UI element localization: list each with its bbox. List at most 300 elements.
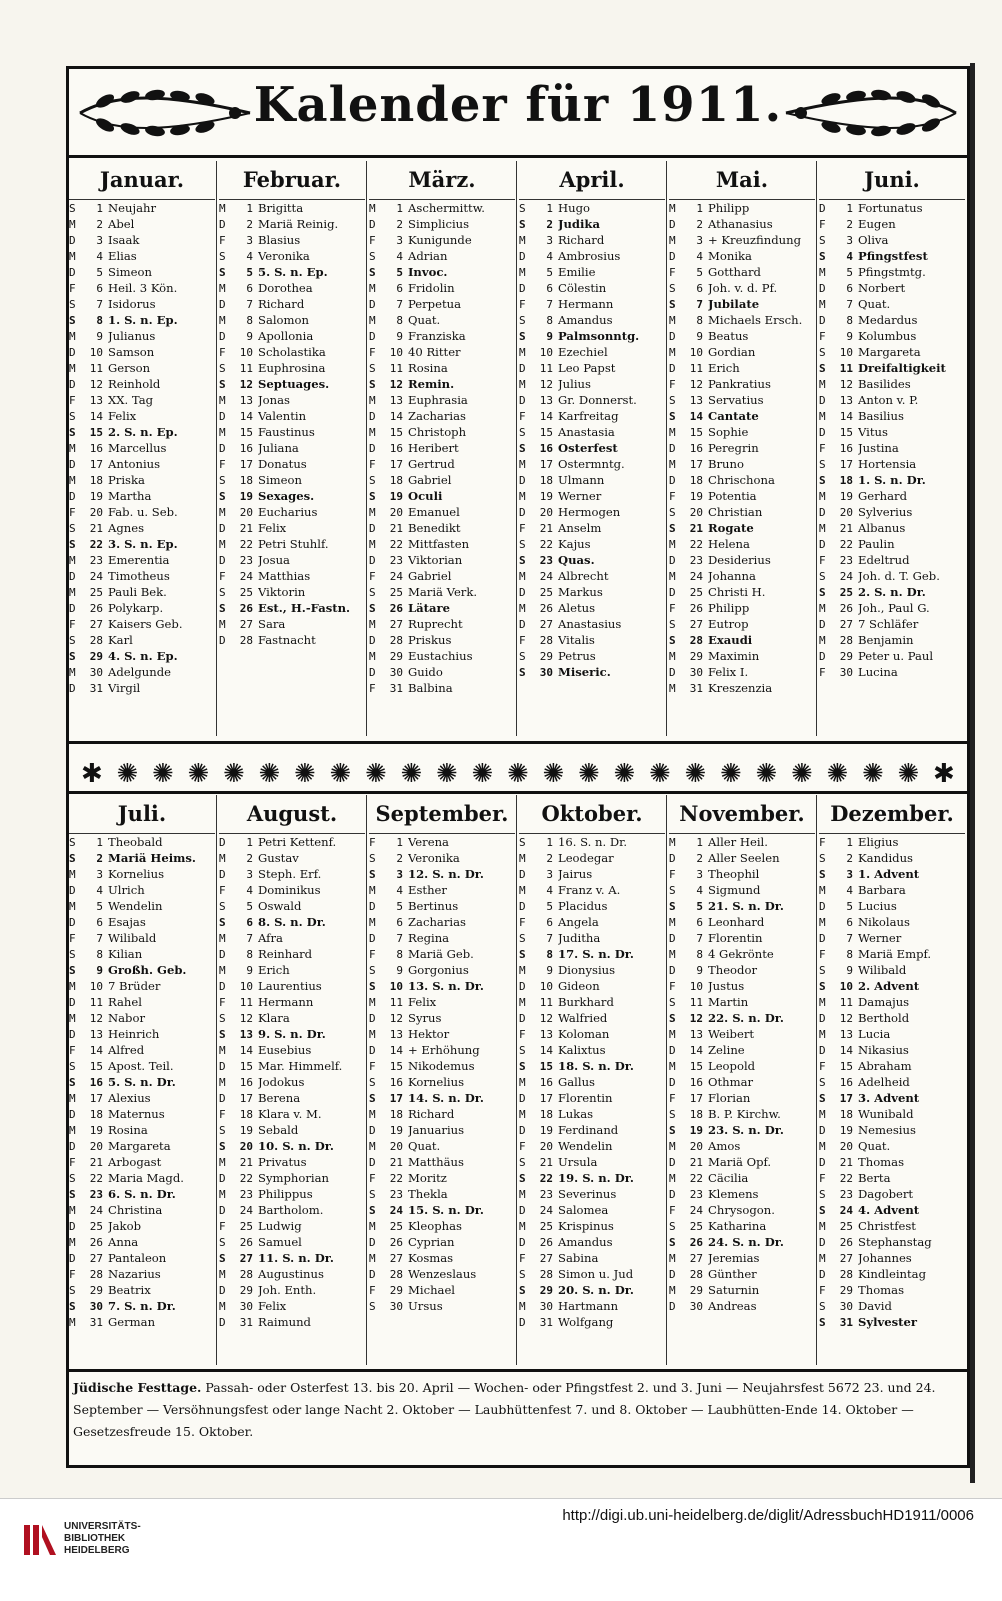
day-number: 6 (96, 281, 103, 295)
saint-name: Kalixtus (558, 1043, 606, 1057)
saint-name: Michaels Ersch. (708, 313, 803, 327)
day-number: 27 (689, 1251, 703, 1265)
day-row (669, 504, 815, 520)
weekday: D (219, 521, 226, 535)
day-number: 21 (89, 521, 103, 535)
day-row (69, 632, 215, 648)
day-row (819, 232, 965, 248)
saint-name: Pantaleon (108, 1251, 167, 1265)
day-row (669, 360, 815, 376)
day-number: 17 (689, 457, 703, 471)
saint-name: Weibert (708, 1027, 755, 1041)
weekday: S (819, 851, 826, 865)
saint-name: 17. S. n. Dr. (558, 947, 634, 961)
day-number: 15 (539, 1059, 553, 1073)
weekday: M (69, 585, 76, 599)
day-number: 28 (839, 1267, 853, 1281)
saint-name: 7 Schläfer (858, 617, 919, 631)
day-row (669, 392, 815, 408)
day-number: 9 (696, 963, 703, 977)
day-row (69, 584, 215, 600)
saint-name: Alfred (108, 1043, 145, 1057)
saint-name: Franziska (408, 329, 466, 343)
weekday: F (519, 915, 526, 929)
day-row (219, 946, 365, 962)
day-number: 27 (539, 1251, 553, 1265)
weekday: S (69, 963, 76, 977)
saint-name: Bartholom. (258, 1203, 324, 1217)
saint-name: Balbina (408, 681, 453, 695)
month-heading: August. (219, 795, 365, 834)
weekday: S (519, 201, 526, 215)
day-number: 13 (239, 393, 253, 407)
day-row (819, 1042, 965, 1058)
day-row (669, 1154, 815, 1170)
saint-name: 23. S. n. Dr. (708, 1123, 784, 1137)
day-row (519, 296, 665, 312)
day-number: 27 (539, 617, 553, 631)
saint-name: Rosina (408, 361, 448, 375)
saint-name: Augustinus (258, 1267, 324, 1281)
weekday: S (369, 473, 376, 487)
weekday: S (519, 1059, 526, 1073)
day-number: 18 (89, 473, 103, 487)
saint-name: Albrecht (558, 569, 609, 583)
day-row (669, 882, 815, 898)
day-row (369, 568, 515, 584)
day-row (369, 1298, 515, 1314)
day-row (69, 376, 215, 392)
day-number: 5 (696, 899, 703, 913)
saint-name: Jairus (558, 867, 593, 881)
day-number: 30 (389, 1299, 403, 1313)
day-number: 30 (89, 665, 103, 679)
day-row (69, 978, 215, 994)
day-row (69, 680, 215, 696)
weekday: S (69, 1075, 76, 1089)
weekday: D (69, 883, 76, 897)
saint-name: Kosmas (408, 1251, 454, 1265)
saint-name: Isaak (108, 233, 140, 247)
day-row (669, 312, 815, 328)
weekday: F (819, 665, 826, 679)
saint-name: 3. Advent (858, 1091, 920, 1105)
saint-name: Ruprecht (408, 617, 463, 631)
day-number: 30 (239, 1299, 253, 1313)
day-number: 3 (846, 233, 853, 247)
weekday: D (219, 633, 226, 647)
weekday: M (519, 265, 526, 279)
day-row (219, 1282, 365, 1298)
weekday: D (819, 201, 826, 215)
weekday: S (819, 1203, 826, 1217)
saint-name: Justina (858, 441, 899, 455)
day-number: 18 (239, 473, 253, 487)
saint-name: Monika (708, 249, 752, 263)
saint-name: Kilian (108, 947, 143, 961)
saint-name: Lukas (558, 1107, 594, 1121)
weekday: S (69, 947, 76, 961)
saint-name: Erich (258, 963, 290, 977)
saint-name: Sophie (708, 425, 749, 439)
saint-name: Albanus (858, 521, 906, 535)
day-number: 3 (546, 233, 553, 247)
saint-name: 6. S. n. Dr. (108, 1187, 176, 1201)
day-row (69, 1138, 215, 1154)
day-number: 26 (539, 601, 553, 615)
saint-name: Ostermntg. (558, 457, 625, 471)
day-number: 26 (839, 1235, 853, 1249)
day-number: 4 (396, 249, 403, 263)
weekday: D (819, 537, 826, 551)
saint-name: 40 Ritter (408, 345, 461, 359)
weekday: D (819, 1267, 826, 1281)
day-row (369, 552, 515, 568)
day-number: 22 (389, 1171, 403, 1185)
saint-name: 18. S. n. Dr. (558, 1059, 634, 1073)
weekday: S (219, 1139, 226, 1153)
weekday: D (669, 473, 676, 487)
day-row (519, 552, 665, 568)
day-row (369, 312, 515, 328)
day-number: 5 (246, 899, 253, 913)
day-number: 28 (389, 1267, 403, 1281)
saint-name: Priska (108, 473, 145, 487)
weekday: M (369, 201, 376, 215)
weekday: D (669, 851, 676, 865)
day-number: 7 (696, 297, 703, 311)
column-divider (366, 161, 367, 736)
weekday: M (219, 851, 226, 865)
weekday: S (519, 665, 526, 679)
month-heading: September. (369, 795, 515, 834)
day-number: 31 (89, 1315, 103, 1329)
saint-name: Felix I. (708, 665, 749, 679)
middle-rule-bottom (69, 791, 967, 794)
day-row (819, 1170, 965, 1186)
saint-name: Werner (858, 931, 902, 945)
saint-name: B. P. Kirchw. (708, 1107, 781, 1121)
saint-name: Joh. Enth. (258, 1283, 317, 1297)
day-number: 9 (396, 963, 403, 977)
weekday: D (219, 1315, 226, 1329)
day-row (819, 1266, 965, 1282)
weekday: D (369, 1043, 376, 1057)
day-row (819, 632, 965, 648)
saint-name: 20. S. n. Dr. (558, 1283, 634, 1297)
weekday: F (219, 569, 226, 583)
day-number: 24 (539, 1203, 553, 1217)
saint-name: Adrian (408, 249, 448, 263)
saint-name: Remin. (408, 377, 455, 391)
day-row (819, 1218, 965, 1234)
day-number: 3 (696, 233, 703, 247)
saint-name: Fortunatus (858, 201, 923, 215)
day-number: 16 (89, 1075, 103, 1089)
day-row (819, 248, 965, 264)
saint-name: Petri Stuhlf. (258, 537, 329, 551)
column-divider (516, 795, 517, 1365)
day-number: 8 (246, 313, 253, 327)
day-row (219, 536, 365, 552)
flower-ornament-icon: ✺ (862, 759, 884, 789)
weekday: S (669, 505, 676, 519)
day-number: 14 (89, 1043, 103, 1057)
day-number: 19 (689, 489, 703, 503)
day-number: 3 (696, 867, 703, 881)
weekday: F (219, 457, 226, 471)
flower-ornament-icon: ✺ (684, 759, 707, 789)
saint-name: Jubilate (708, 297, 760, 311)
day-number: 25 (689, 1219, 703, 1233)
month-heading: Februar. (219, 161, 365, 200)
day-row (519, 216, 665, 232)
saint-name: 15. S. n. Dr. (408, 1203, 484, 1217)
day-row (69, 648, 215, 664)
day-number: 1 (546, 835, 553, 849)
jewish-holidays-text: Passah- oder Osterfest 13. bis 20. April — Wochen- oder Pfingstfest 2. und 3. Juni — Neujahrsfest 5672 23. und 24. September — Versöhnungsfest oder lange Nacht 2. Oktober — Laubhüttenfest 7. und 8. Oktober — Laubhütten-Ende 14. Oktober — Gesetzesfreude 15. Oktober. (73, 1380, 936, 1439)
day-number: 5 (96, 265, 103, 279)
day-row (669, 898, 815, 914)
day-number: 4 (846, 883, 853, 897)
weekday: M (819, 297, 826, 311)
saint-name: Vitalis (558, 633, 595, 647)
day-row (69, 1122, 215, 1138)
saint-name: Sexages. (258, 489, 315, 503)
day-number: 18 (689, 473, 703, 487)
day-number: 27 (239, 1251, 253, 1265)
month-column (669, 795, 815, 1314)
day-row (219, 962, 365, 978)
weekday: S (819, 233, 826, 247)
weekday: D (519, 249, 526, 263)
day-number: 7 (96, 297, 103, 311)
weekday: D (819, 1123, 826, 1137)
day-number: 14 (89, 409, 103, 423)
saint-name: Mariä Empf. (858, 947, 932, 961)
saint-name: Gordian (708, 345, 756, 359)
saint-name: Potentia (708, 489, 757, 503)
weekday: M (219, 201, 226, 215)
day-row (819, 216, 965, 232)
saint-name: Sylverius (858, 505, 913, 519)
day-number: 20 (89, 505, 103, 519)
weekday: D (219, 1283, 226, 1297)
saint-name: Chrysogon. (708, 1203, 775, 1217)
saint-name: Marcellus (108, 441, 167, 455)
saint-name: Felix (258, 1299, 287, 1313)
day-row (519, 424, 665, 440)
saint-name: Theobald (108, 835, 163, 849)
day-row (519, 584, 665, 600)
weekday: D (519, 899, 526, 913)
day-row (69, 882, 215, 898)
weekday: M (369, 883, 376, 897)
saint-name: Florentin (558, 1091, 613, 1105)
month-column (369, 161, 515, 696)
day-row (369, 584, 515, 600)
day-row (669, 1170, 815, 1186)
weekday: D (219, 1171, 226, 1185)
day-row (369, 1058, 515, 1074)
weekday: D (669, 441, 676, 455)
saint-name: Juditha (558, 931, 601, 945)
middle-rule-top (69, 741, 967, 744)
day-number: 9 (546, 963, 553, 977)
day-number: 11 (239, 995, 253, 1009)
saint-name: Peregrin (708, 441, 759, 455)
saint-name: Simplicius (408, 217, 470, 231)
weekday: D (669, 1075, 676, 1089)
day-row (669, 978, 815, 994)
saint-name: Lätare (408, 601, 451, 615)
day-row (819, 1074, 965, 1090)
day-row (369, 914, 515, 930)
weekday: D (519, 1315, 526, 1329)
saint-name: Arbogast (108, 1155, 162, 1169)
day-row (369, 850, 515, 866)
weekday: D (69, 1139, 76, 1153)
saint-name: Emilie (558, 265, 596, 279)
weekday: D (69, 457, 76, 471)
weekday: D (69, 489, 76, 503)
weekday: F (369, 233, 376, 247)
day-number: 25 (839, 1219, 853, 1233)
month-column (519, 161, 665, 680)
day-number: 4 (246, 249, 253, 263)
weekday: S (819, 457, 826, 471)
day-number: 14 (389, 409, 403, 423)
weekday: S (519, 537, 526, 551)
day-number: 7 (96, 931, 103, 945)
day-row (69, 264, 215, 280)
day-row (69, 456, 215, 472)
day-number: 27 (689, 617, 703, 631)
column-divider (516, 161, 517, 736)
saint-name: Priskus (408, 633, 452, 647)
saint-name: Mariä Reinig. (258, 217, 339, 231)
saint-name: Richard (258, 297, 305, 311)
month-column (219, 161, 365, 648)
saint-name: Großh. Geb. (108, 963, 187, 977)
day-row (219, 264, 365, 280)
day-number: 7 (396, 297, 403, 311)
saint-name: Guido (408, 665, 443, 679)
weekday: M (69, 1011, 76, 1025)
day-number: 13 (689, 1027, 703, 1041)
saint-name: Wolfgang (558, 1315, 614, 1329)
day-row (819, 568, 965, 584)
day-number: 15 (389, 1059, 403, 1073)
saint-name: Eusebius (258, 1043, 312, 1057)
day-number: 25 (389, 1219, 403, 1233)
saint-name: Rogate (708, 521, 754, 535)
weekday: M (819, 409, 826, 423)
day-number: 10 (539, 979, 553, 993)
weekday: S (819, 569, 826, 583)
day-number: 16 (839, 441, 853, 455)
day-row (819, 504, 965, 520)
weekday: S (369, 361, 376, 375)
saint-name: Januarius (408, 1123, 465, 1137)
day-row (69, 472, 215, 488)
day-number: 2 (846, 217, 853, 231)
day-row (819, 328, 965, 344)
day-number: 18 (839, 1107, 853, 1121)
day-number: 3 (546, 867, 553, 881)
saint-name: Regina (408, 931, 450, 945)
saint-name: Kaisers Geb. (108, 617, 183, 631)
saint-name: Wendelin (558, 1139, 613, 1153)
day-row (519, 568, 665, 584)
flower-ornament-icon: ✺ (436, 759, 458, 789)
day-number: 31 (89, 681, 103, 695)
saint-name: Hektor (408, 1027, 450, 1041)
day-number: 4 (696, 883, 703, 897)
saint-name: Syrus (408, 1011, 442, 1025)
weekday: M (669, 313, 676, 327)
day-number: 25 (239, 585, 253, 599)
saint-name: Adelheid (858, 1075, 910, 1089)
weekday: M (219, 617, 226, 631)
day-number: 25 (539, 585, 553, 599)
weekday: S (819, 1299, 826, 1313)
day-row (219, 978, 365, 994)
day-number: 14 (839, 409, 853, 423)
weekday: F (819, 441, 826, 455)
saint-name: Viktorin (258, 585, 306, 599)
saint-name: Salomon (258, 313, 309, 327)
day-row (669, 552, 815, 568)
day-row (369, 360, 515, 376)
weekday: D (369, 1155, 376, 1169)
weekday: F (519, 521, 526, 535)
saint-name: 5. S. n. Ep. (258, 265, 328, 279)
saint-name: Joh. d. T. Geb. (858, 569, 940, 583)
day-number: 17 (239, 1091, 253, 1105)
weekday: S (69, 409, 76, 423)
day-row (369, 962, 515, 978)
day-row (219, 520, 365, 536)
weekday: F (69, 931, 76, 945)
weekday: D (519, 505, 526, 519)
day-number: 15 (239, 1059, 253, 1073)
day-row (219, 200, 365, 216)
day-row (219, 312, 365, 328)
day-number: 22 (839, 1171, 853, 1185)
day-number: 12 (839, 1011, 853, 1025)
jewish-holidays-heading: Jüdische Festtage. (73, 1380, 202, 1395)
weekday: S (369, 265, 376, 279)
day-number: 28 (839, 633, 853, 647)
weekday: S (69, 313, 76, 327)
day-row (819, 264, 965, 280)
day-number: 16 (89, 441, 103, 455)
saint-name: Kunigunde (408, 233, 472, 247)
weekday: F (819, 217, 826, 231)
flower-ornament-icon: ✺ (507, 759, 529, 789)
day-number: 23 (839, 1187, 853, 1201)
weekday: S (219, 249, 226, 263)
day-number: 16 (539, 1075, 553, 1089)
day-number: 24 (89, 569, 103, 583)
source-url-link[interactable]: http://digi.ub.uni-heidelberg.de/diglit/AdressbuchHD1911/0006 (562, 1507, 974, 1524)
day-number: 19 (239, 1123, 253, 1137)
weekday: S (369, 979, 376, 993)
day-row (669, 584, 815, 600)
day-row (819, 1282, 965, 1298)
weekday: M (819, 1107, 826, 1121)
